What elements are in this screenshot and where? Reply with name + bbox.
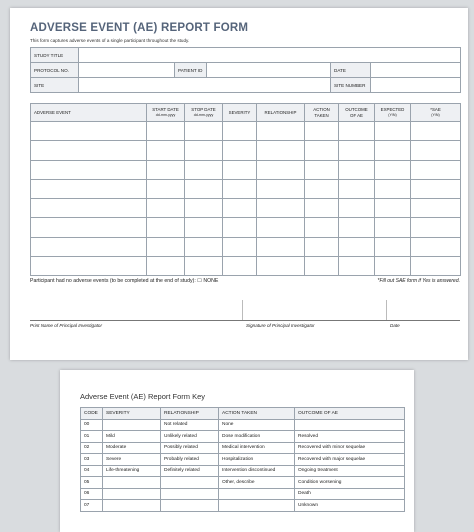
col-relationship: RELATIONSHIP [257,104,305,122]
key-cell: Recovered with major sequelae [295,454,405,466]
key-row [81,488,405,500]
key-title: Adverse Event (AE) Report Form Key [80,392,206,401]
ae-entry-cell[interactable] [31,257,147,276]
site-number-label: SITE NUMBER [331,78,371,93]
ae-entry-row [31,122,461,141]
date-sign-label: Date [390,323,400,328]
key-cell: Definitely related [161,465,219,477]
ae-entry-cell[interactable] [147,237,185,256]
key-cell: Dose modification [219,431,295,443]
ae-entry-cell[interactable] [305,257,339,276]
key-row [81,419,405,431]
key-cell: 07 [81,500,103,512]
ae-rows [31,122,461,276]
key-cell [103,500,161,512]
ae-entry-cell[interactable] [31,218,147,237]
adverse-event-table [30,103,461,276]
key-cell: Medical intervention [219,442,295,454]
ae-entry-row [31,199,461,218]
ae-entry-cell[interactable] [31,237,147,256]
key-cell: 00 [81,419,103,431]
key-row [81,500,405,512]
protocol-no-label: PROTOCOL NO. [31,63,79,78]
ae-entry-cell[interactable] [411,160,461,179]
ae-entry-cell[interactable] [305,179,339,198]
ae-entry-cell[interactable] [147,122,185,141]
key-cell [103,488,161,500]
ae-entry-row [31,257,461,276]
key-cell: Life-threatening [103,465,161,477]
ae-entry-cell[interactable] [339,141,375,160]
study-title-label: STUDY TITLE [31,48,79,63]
form-key-page [60,370,414,532]
ae-entry-row [31,141,461,160]
key-cell: Probably related [161,454,219,466]
ae-entry-cell[interactable] [223,122,257,141]
ae-entry-cell[interactable] [147,218,185,237]
date-label: DATE [331,63,371,78]
key-cell: 02 [81,442,103,454]
key-header-relationship: RELATIONSHIP [161,408,219,420]
ae-entry-cell[interactable] [223,141,257,160]
col-severity: SEVERITY [223,104,257,122]
ae-entry-cell[interactable] [147,179,185,198]
key-cell: Moderate [103,442,161,454]
ae-entry-cell[interactable] [185,237,223,256]
ae-entry-cell[interactable] [257,199,305,218]
ae-entry-cell[interactable] [411,141,461,160]
ae-entry-cell[interactable] [339,237,375,256]
ae-entry-cell[interactable] [305,122,339,141]
ae-entry-cell[interactable] [375,237,411,256]
ae-report-form-page [10,8,468,360]
key-cell [219,488,295,500]
ae-entry-cell[interactable] [375,141,411,160]
ae-entry-cell[interactable] [375,179,411,198]
key-cell [161,488,219,500]
patient-id-field[interactable] [207,63,331,78]
key-row [81,477,405,489]
ae-entry-cell[interactable] [375,257,411,276]
ae-entry-cell[interactable] [31,141,147,160]
date-field[interactable] [371,63,461,78]
ae-entry-cell[interactable] [31,160,147,179]
form-subtitle: This form captures adverse events of a single participant throughout the study. [30,38,190,43]
print-name-label: Print Name of Principal Investigator [30,323,102,328]
ae-entry-row [31,218,461,237]
key-cell: Hospitalization [219,454,295,466]
key-cell: Other, describe [219,477,295,489]
key-cell [161,477,219,489]
form-title: ADVERSE EVENT (AE) REPORT FORM [30,22,249,34]
signature-label: Signature of Principal Investigator [246,323,315,328]
ae-entry-cell[interactable] [257,160,305,179]
ae-entry-cell[interactable] [305,141,339,160]
col-outcome: OUTCOME OF AE [339,104,375,122]
ae-entry-cell[interactable] [185,141,223,160]
no-ae-statement: Participant had no adverse events (to be completed at the end of study): ☐ NONE [30,278,219,284]
study-title-field[interactable] [79,48,461,63]
ae-entry-cell[interactable] [305,160,339,179]
ae-entry-cell[interactable] [185,122,223,141]
ae-entry-cell[interactable] [411,179,461,198]
key-row [81,454,405,466]
key-cell: None [219,419,295,431]
key-rows [81,419,405,511]
site-field[interactable] [79,78,331,93]
key-cell: Not related [161,419,219,431]
ae-entry-cell[interactable] [223,160,257,179]
key-cell: 03 [81,454,103,466]
signature-divider [242,300,243,320]
key-header-action: ACTION TAKEN [219,408,295,420]
ae-entry-cell[interactable] [411,199,461,218]
ae-entry-cell[interactable] [339,199,375,218]
patient-id-label: PATIENT ID [175,63,207,78]
ae-entry-row [31,179,461,198]
ae-entry-cell[interactable] [223,179,257,198]
ae-entry-cell[interactable] [411,257,461,276]
site-number-field[interactable] [371,78,461,93]
key-cell: Ongoing treatment [295,465,405,477]
ae-entry-cell[interactable] [257,257,305,276]
ae-entry-cell[interactable] [147,141,185,160]
key-cell: 01 [81,431,103,443]
key-cell [103,477,161,489]
ae-entry-cell[interactable] [223,199,257,218]
ae-entry-cell[interactable] [305,237,339,256]
ae-entry-cell[interactable] [375,160,411,179]
ae-entry-cell[interactable] [185,160,223,179]
col-expected: EXPECTED (Y/N) [375,104,411,122]
key-cell [219,500,295,512]
ae-entry-cell[interactable] [339,218,375,237]
ae-entry-cell[interactable] [411,218,461,237]
key-cell: Recovered with minor sequelae [295,442,405,454]
key-row [81,431,405,443]
ae-entry-cell[interactable] [375,218,411,237]
ae-entry-cell[interactable] [31,179,147,198]
key-cell: Death [295,488,405,500]
key-cell: Unknown [295,500,405,512]
key-cell: Unlikely related [161,431,219,443]
ae-entry-cell[interactable] [223,218,257,237]
col-stop-date: STOP DATE dd-mm-yyyy [185,104,223,122]
key-cell: 05 [81,477,103,489]
key-cell [295,419,405,431]
col-start-date: START DATE dd-mm-yyyy [147,104,185,122]
ae-entry-cell[interactable] [185,179,223,198]
ae-entry-cell[interactable] [411,122,461,141]
ae-entry-row [31,237,461,256]
ae-entry-cell[interactable] [147,160,185,179]
study-info-table [30,47,461,93]
ae-entry-cell[interactable] [339,179,375,198]
key-header-severity: SEVERITY [103,408,161,420]
key-row [81,442,405,454]
key-table [80,407,405,512]
ae-entry-cell[interactable] [257,218,305,237]
ae-entry-cell[interactable] [305,218,339,237]
col-adverse-event: ADVERSE EVENT [31,104,147,122]
ae-entry-cell[interactable] [375,199,411,218]
key-cell [103,419,161,431]
ae-entry-cell[interactable] [31,122,147,141]
key-cell: Severe [103,454,161,466]
ae-entry-cell[interactable] [185,218,223,237]
ae-entry-cell[interactable] [305,199,339,218]
ae-entry-cell[interactable] [257,237,305,256]
signature-divider [386,300,387,320]
ae-entry-row [31,160,461,179]
ae-entry-cell[interactable] [185,199,223,218]
sae-note: *Fill out SAE form if Yes is answered. [377,278,460,284]
key-header-outcome: OUTCOME OF AE [295,408,405,420]
ae-entry-cell[interactable] [31,199,147,218]
none-checkbox[interactable]: ☐ NONE [197,278,219,284]
key-header-code: CODE [81,408,103,420]
signature-line [30,320,460,321]
ae-entry-cell[interactable] [339,122,375,141]
key-cell: Condition worsening [295,477,405,489]
key-cell: Intervention discontinued [219,465,295,477]
col-sae: *SAE (Y/N) [411,104,461,122]
ae-entry-cell[interactable] [147,257,185,276]
ae-entry-cell[interactable] [223,237,257,256]
key-cell [161,500,219,512]
ae-entry-cell[interactable] [257,141,305,160]
key-row [81,465,405,477]
ae-entry-cell[interactable] [257,179,305,198]
ae-entry-cell[interactable] [257,122,305,141]
key-cell: 06 [81,488,103,500]
key-cell: 04 [81,465,103,477]
ae-entry-cell[interactable] [411,237,461,256]
site-label: SITE [31,78,79,93]
ae-entry-cell[interactable] [339,160,375,179]
ae-entry-cell[interactable] [375,122,411,141]
key-cell: Resolved [295,431,405,443]
ae-entry-cell[interactable] [185,257,223,276]
protocol-no-field[interactable] [79,63,175,78]
col-action-taken: ACTION TAKEN [305,104,339,122]
ae-entry-cell[interactable] [147,199,185,218]
key-cell: Mild [103,431,161,443]
key-cell: Possibly related [161,442,219,454]
ae-entry-cell[interactable] [223,257,257,276]
ae-entry-cell[interactable] [339,257,375,276]
